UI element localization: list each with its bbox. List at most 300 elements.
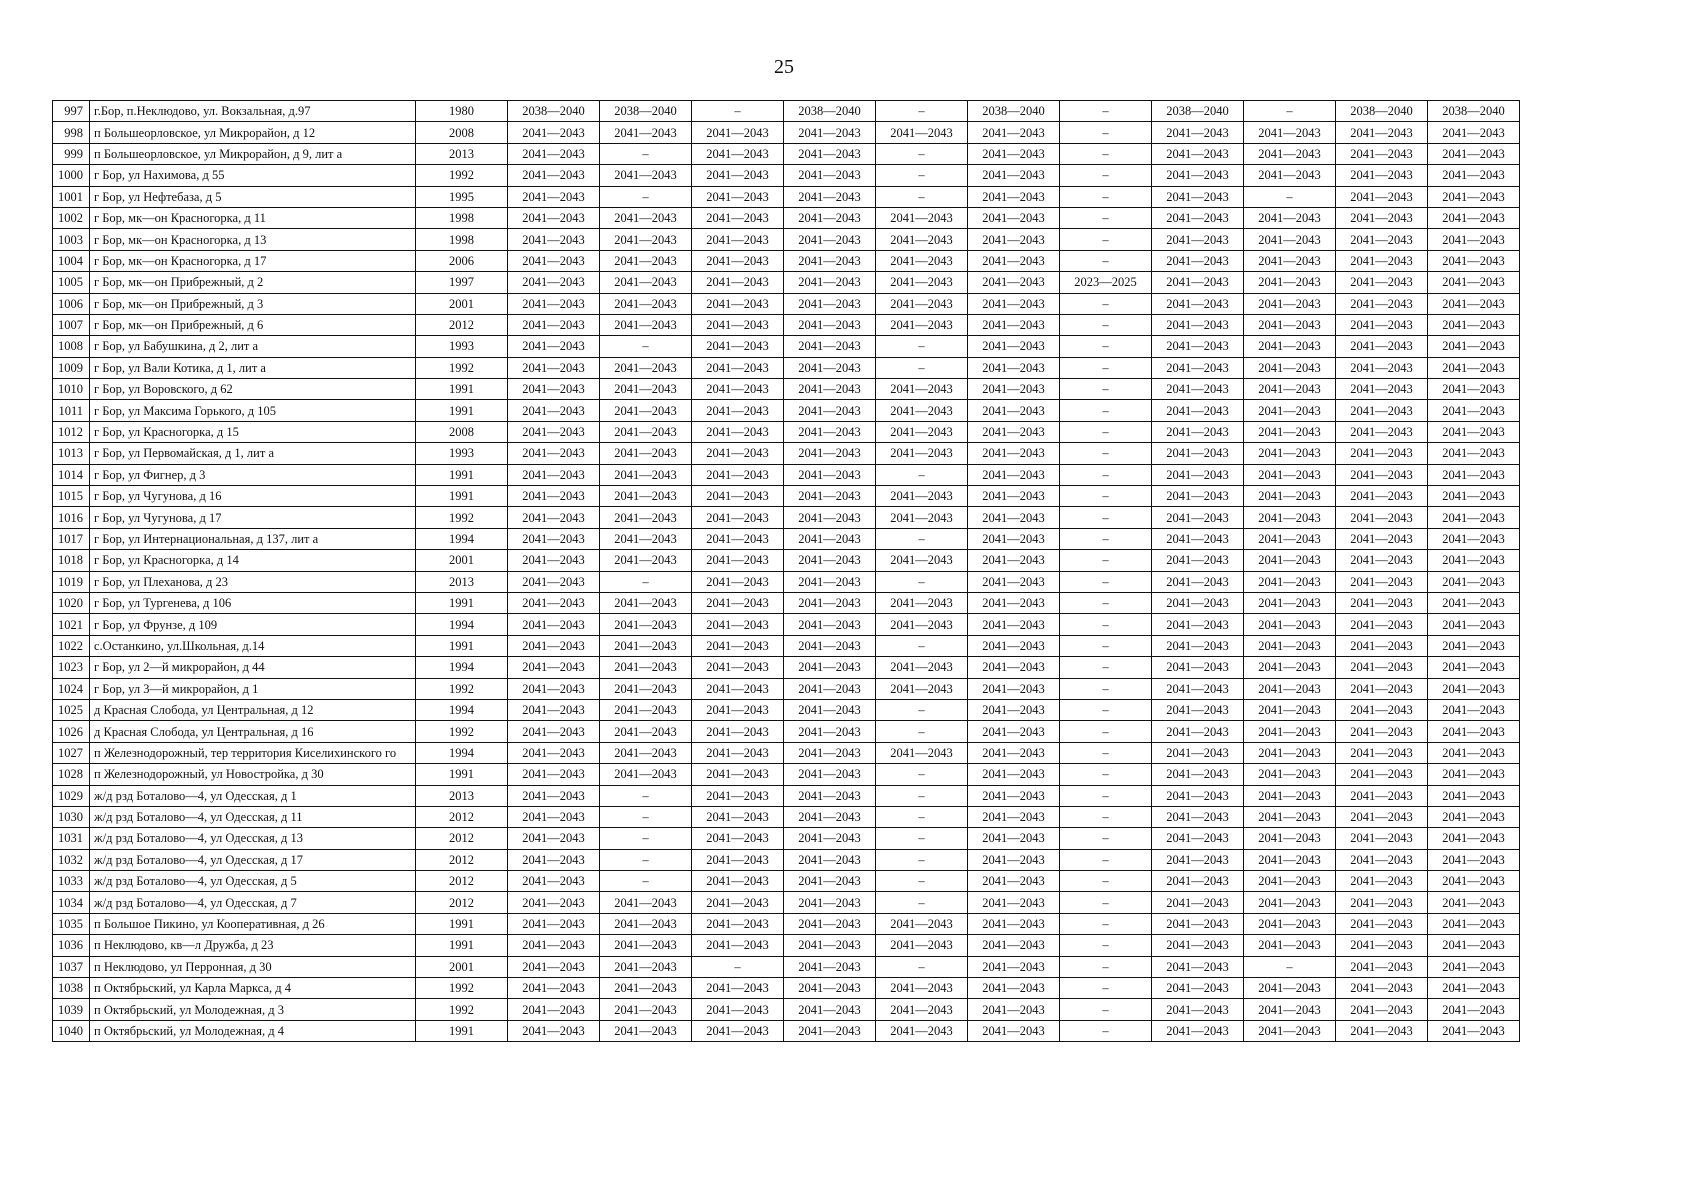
period-cell: 2041—2043 xyxy=(508,614,600,635)
period-cell: 2041—2043 xyxy=(692,293,784,314)
period-cell: 2041—2043 xyxy=(1152,978,1244,999)
period-cell: 2041—2043 xyxy=(600,165,692,186)
period-cell: 2041—2043 xyxy=(784,336,876,357)
address-cell: г Бор, ул Интернациональная, д 137, лит а xyxy=(90,528,416,549)
period-cell: – xyxy=(1060,207,1152,228)
period-cell: 2041—2043 xyxy=(1428,443,1520,464)
period-cell: – xyxy=(1060,165,1152,186)
period-cell: 2041—2043 xyxy=(508,785,600,806)
period-cell: 2041—2043 xyxy=(876,507,968,528)
period-cell: 2041—2043 xyxy=(692,186,784,207)
year-cell: 1995 xyxy=(416,186,508,207)
table-row xyxy=(53,721,1520,742)
period-cell: 2041—2043 xyxy=(968,721,1060,742)
table-body xyxy=(53,101,1520,1042)
period-cell: 2041—2043 xyxy=(508,678,600,699)
period-cell: 2041—2043 xyxy=(692,379,784,400)
row-number-cell: 1037 xyxy=(53,956,90,977)
address-cell: ж/д рзд Боталово—4, ул Одесская, д 5 xyxy=(90,871,416,892)
period-cell: 2041—2043 xyxy=(508,806,600,827)
period-cell: 2041—2043 xyxy=(1244,507,1336,528)
period-cell: 2041—2043 xyxy=(1336,935,1428,956)
period-cell: – xyxy=(876,699,968,720)
period-cell: 2041—2043 xyxy=(600,742,692,763)
period-cell: 2041—2043 xyxy=(876,999,968,1020)
period-cell: 2041—2043 xyxy=(508,165,600,186)
period-cell: 2041—2043 xyxy=(1336,721,1428,742)
row-number-cell: 1021 xyxy=(53,614,90,635)
period-cell: 2041—2043 xyxy=(1244,657,1336,678)
period-cell: 2041—2043 xyxy=(508,742,600,763)
period-cell: 2041—2043 xyxy=(600,699,692,720)
year-cell: 2012 xyxy=(416,806,508,827)
period-cell: 2041—2043 xyxy=(1428,935,1520,956)
period-cell: 2041—2043 xyxy=(1428,828,1520,849)
table-row xyxy=(53,657,1520,678)
period-cell: 2041—2043 xyxy=(876,913,968,934)
year-cell: 1980 xyxy=(416,101,508,122)
period-cell: 2041—2043 xyxy=(692,507,784,528)
row-number-cell: 1013 xyxy=(53,443,90,464)
period-cell: 2041—2043 xyxy=(692,550,784,571)
period-cell: – xyxy=(1060,913,1152,934)
period-cell: – xyxy=(1060,892,1152,913)
period-cell: 2038—2040 xyxy=(1336,101,1428,122)
period-cell: 2041—2043 xyxy=(1428,143,1520,164)
period-cell: 2041—2043 xyxy=(508,357,600,378)
period-cell: 2041—2043 xyxy=(1152,272,1244,293)
year-cell: 1993 xyxy=(416,443,508,464)
period-cell: 2041—2043 xyxy=(1336,742,1428,763)
table-row xyxy=(53,571,1520,592)
period-cell: 2041—2043 xyxy=(876,379,968,400)
period-cell: 2041—2043 xyxy=(784,935,876,956)
period-cell: 2041—2043 xyxy=(1152,186,1244,207)
table-row xyxy=(53,143,1520,164)
row-number-cell: 1016 xyxy=(53,507,90,528)
period-cell: 2041—2043 xyxy=(1428,913,1520,934)
period-cell: 2041—2043 xyxy=(1244,871,1336,892)
period-cell: – xyxy=(600,571,692,592)
period-cell: 2041—2043 xyxy=(784,849,876,870)
period-cell: 2041—2043 xyxy=(508,314,600,335)
address-cell: г Бор, мк—он Прибрежный, д 6 xyxy=(90,314,416,335)
period-cell: 2041—2043 xyxy=(784,207,876,228)
period-cell: 2041—2043 xyxy=(508,849,600,870)
period-cell: – xyxy=(1060,828,1152,849)
period-cell: 2041—2043 xyxy=(1152,892,1244,913)
row-number-cell: 1039 xyxy=(53,999,90,1020)
year-cell: 2012 xyxy=(416,314,508,335)
period-cell: 2041—2043 xyxy=(1428,635,1520,656)
period-cell: 2041—2043 xyxy=(784,892,876,913)
period-cell: 2041—2043 xyxy=(1428,806,1520,827)
period-cell: 2041—2043 xyxy=(784,764,876,785)
period-cell: 2041—2043 xyxy=(968,806,1060,827)
period-cell: 2041—2043 xyxy=(1428,207,1520,228)
period-cell: 2041—2043 xyxy=(968,764,1060,785)
period-cell: 2041—2043 xyxy=(784,528,876,549)
period-cell: 2041—2043 xyxy=(1428,250,1520,271)
table-row xyxy=(53,101,1520,122)
period-cell: – xyxy=(1060,400,1152,421)
period-cell: 2041—2043 xyxy=(1428,699,1520,720)
period-cell: 2041—2043 xyxy=(1428,978,1520,999)
address-cell: г.Бор, п.Неклюдово, ул. Вокзальная, д.97 xyxy=(90,101,416,122)
period-cell: 2041—2043 xyxy=(1244,443,1336,464)
period-cell: 2041—2043 xyxy=(692,978,784,999)
period-cell: 2041—2043 xyxy=(968,935,1060,956)
period-cell: 2041—2043 xyxy=(1244,379,1336,400)
year-cell: 1997 xyxy=(416,272,508,293)
row-number-cell: 1023 xyxy=(53,657,90,678)
period-cell: 2041—2043 xyxy=(692,806,784,827)
year-cell: 1991 xyxy=(416,1020,508,1041)
page-number: 25 xyxy=(774,56,794,78)
period-cell: – xyxy=(1244,186,1336,207)
period-cell: – xyxy=(1060,250,1152,271)
period-cell: 2041—2043 xyxy=(1244,592,1336,613)
row-number-cell: 1018 xyxy=(53,550,90,571)
period-cell: 2041—2043 xyxy=(508,721,600,742)
period-cell: – xyxy=(1060,806,1152,827)
address-cell: г Бор, ул Вали Котика, д 1, лит а xyxy=(90,357,416,378)
period-cell: 2041—2043 xyxy=(600,635,692,656)
table-row xyxy=(53,678,1520,699)
table-row xyxy=(53,486,1520,507)
year-cell: 2001 xyxy=(416,550,508,571)
table-row xyxy=(53,764,1520,785)
row-number-cell: 1007 xyxy=(53,314,90,335)
period-cell: 2041—2043 xyxy=(968,400,1060,421)
table-row xyxy=(53,400,1520,421)
period-cell: – xyxy=(600,828,692,849)
period-cell: – xyxy=(876,849,968,870)
period-cell: 2041—2043 xyxy=(1152,507,1244,528)
period-cell: 2041—2043 xyxy=(1336,357,1428,378)
period-cell: – xyxy=(692,956,784,977)
period-cell: 2041—2043 xyxy=(1428,849,1520,870)
table-row xyxy=(53,165,1520,186)
period-cell: 2041—2043 xyxy=(968,1020,1060,1041)
period-cell: 2041—2043 xyxy=(784,871,876,892)
period-cell: – xyxy=(1244,956,1336,977)
period-cell: – xyxy=(876,528,968,549)
row-number-cell: 1036 xyxy=(53,935,90,956)
table-row xyxy=(53,699,1520,720)
period-cell: 2041—2043 xyxy=(968,143,1060,164)
period-cell: 2041—2043 xyxy=(1244,336,1336,357)
period-cell: 2041—2043 xyxy=(1336,614,1428,635)
row-number-cell: 997 xyxy=(53,101,90,122)
period-cell: 2041—2043 xyxy=(508,143,600,164)
period-cell: 2041—2043 xyxy=(1152,165,1244,186)
address-cell: г Бор, мк—он Красногорка, д 11 xyxy=(90,207,416,228)
year-cell: 1994 xyxy=(416,614,508,635)
period-cell: 2041—2043 xyxy=(876,935,968,956)
period-cell: 2041—2043 xyxy=(692,678,784,699)
row-number-cell: 1009 xyxy=(53,357,90,378)
row-number-cell: 1010 xyxy=(53,379,90,400)
period-cell: – xyxy=(600,785,692,806)
period-cell: 2041—2043 xyxy=(784,571,876,592)
address-cell: г Бор, ул Красногорка, д 14 xyxy=(90,550,416,571)
period-cell: 2041—2043 xyxy=(876,486,968,507)
period-cell: 2041—2043 xyxy=(600,272,692,293)
period-cell: 2041—2043 xyxy=(1336,913,1428,934)
period-cell: 2041—2043 xyxy=(968,186,1060,207)
period-cell: 2041—2043 xyxy=(1152,871,1244,892)
period-cell: – xyxy=(1060,956,1152,977)
period-cell: 2041—2043 xyxy=(876,293,968,314)
period-cell: – xyxy=(876,143,968,164)
period-cell: 2041—2043 xyxy=(508,400,600,421)
period-cell: 2041—2043 xyxy=(1428,550,1520,571)
period-cell: 2041—2043 xyxy=(1336,871,1428,892)
table-row xyxy=(53,379,1520,400)
period-cell: 2041—2043 xyxy=(1428,186,1520,207)
address-cell: г Бор, ул Воровского, д 62 xyxy=(90,379,416,400)
period-cell: 2041—2043 xyxy=(784,913,876,934)
period-cell: 2041—2043 xyxy=(1428,614,1520,635)
period-cell: 2041—2043 xyxy=(784,250,876,271)
address-cell: г Бор, ул Фигнер, д 3 xyxy=(90,464,416,485)
period-cell: 2041—2043 xyxy=(1336,849,1428,870)
period-cell: 2041—2043 xyxy=(968,464,1060,485)
period-cell: 2041—2043 xyxy=(1428,336,1520,357)
row-number-cell: 1034 xyxy=(53,892,90,913)
table-row xyxy=(53,1020,1520,1041)
table-row xyxy=(53,999,1520,1020)
year-cell: 1991 xyxy=(416,486,508,507)
period-cell: 2041—2043 xyxy=(508,828,600,849)
period-cell: – xyxy=(1060,528,1152,549)
year-cell: 1991 xyxy=(416,913,508,934)
period-cell: 2041—2043 xyxy=(692,421,784,442)
period-cell: – xyxy=(1060,785,1152,806)
period-cell: 2041—2043 xyxy=(876,678,968,699)
period-cell: 2041—2043 xyxy=(968,871,1060,892)
period-cell: 2041—2043 xyxy=(968,379,1060,400)
period-cell: 2041—2043 xyxy=(1428,956,1520,977)
address-cell: г Бор, ул 2—й микрорайон, д 44 xyxy=(90,657,416,678)
year-cell: 2013 xyxy=(416,143,508,164)
period-cell: 2041—2043 xyxy=(600,122,692,143)
period-cell: 2041—2043 xyxy=(692,742,784,763)
period-cell: 2041—2043 xyxy=(1336,122,1428,143)
year-cell: 2006 xyxy=(416,250,508,271)
period-cell: 2041—2043 xyxy=(876,978,968,999)
period-cell: 2041—2043 xyxy=(692,400,784,421)
period-cell: 2041—2043 xyxy=(692,357,784,378)
period-cell: 2041—2043 xyxy=(1336,421,1428,442)
row-number-cell: 1022 xyxy=(53,635,90,656)
year-cell: 1994 xyxy=(416,742,508,763)
period-cell: 2041—2043 xyxy=(876,592,968,613)
period-cell: 2041—2043 xyxy=(508,207,600,228)
period-cell: 2041—2043 xyxy=(1336,1020,1428,1041)
year-cell: 1998 xyxy=(416,207,508,228)
period-cell: – xyxy=(1060,443,1152,464)
year-cell: 1994 xyxy=(416,657,508,678)
period-cell: 2041—2043 xyxy=(692,828,784,849)
row-number-cell: 1028 xyxy=(53,764,90,785)
period-cell: – xyxy=(600,143,692,164)
address-cell: п Железнодорожный, тер территория Киселихинского го xyxy=(90,742,416,763)
row-number-cell: 1035 xyxy=(53,913,90,934)
table-row xyxy=(53,871,1520,892)
period-cell: 2041—2043 xyxy=(1244,528,1336,549)
period-cell: 2041—2043 xyxy=(600,400,692,421)
period-cell: 2041—2043 xyxy=(1336,443,1428,464)
row-number-cell: 1024 xyxy=(53,678,90,699)
period-cell: 2041—2043 xyxy=(1244,122,1336,143)
period-cell: 2041—2043 xyxy=(692,314,784,335)
period-cell: 2041—2043 xyxy=(968,828,1060,849)
period-cell: – xyxy=(876,101,968,122)
table-row xyxy=(53,464,1520,485)
period-cell: 2041—2043 xyxy=(508,486,600,507)
period-cell: 2041—2043 xyxy=(1336,635,1428,656)
period-cell: – xyxy=(1060,1020,1152,1041)
period-cell: 2041—2043 xyxy=(600,935,692,956)
year-cell: 1992 xyxy=(416,357,508,378)
address-cell: ж/д рзд Боталово—4, ул Одесская, д 1 xyxy=(90,785,416,806)
address-cell: г Бор, мк—он Прибрежный, д 3 xyxy=(90,293,416,314)
period-cell: 2041—2043 xyxy=(600,678,692,699)
period-cell: 2041—2043 xyxy=(1152,742,1244,763)
period-cell: 2038—2040 xyxy=(968,101,1060,122)
period-cell: 2041—2043 xyxy=(1244,293,1336,314)
period-cell: – xyxy=(1060,486,1152,507)
period-cell: 2041—2043 xyxy=(784,165,876,186)
year-cell: 1992 xyxy=(416,978,508,999)
address-cell: г Бор, мк—он Красногорка, д 17 xyxy=(90,250,416,271)
period-cell: 2041—2043 xyxy=(1336,486,1428,507)
table-row xyxy=(53,336,1520,357)
year-cell: 1992 xyxy=(416,678,508,699)
period-cell: 2041—2043 xyxy=(692,1020,784,1041)
period-cell: 2038—2040 xyxy=(1152,101,1244,122)
period-cell: 2041—2043 xyxy=(1244,806,1336,827)
address-cell: г Бор, ул Нефтебаза, д 5 xyxy=(90,186,416,207)
period-cell: 2041—2043 xyxy=(968,592,1060,613)
period-cell: 2041—2043 xyxy=(968,635,1060,656)
period-cell: – xyxy=(1060,614,1152,635)
period-cell: 2041—2043 xyxy=(876,229,968,250)
period-cell: 2041—2043 xyxy=(692,143,784,164)
period-cell: 2041—2043 xyxy=(1336,592,1428,613)
period-cell: 2041—2043 xyxy=(784,464,876,485)
housing-table xyxy=(52,100,1520,1042)
period-cell: 2041—2043 xyxy=(1336,229,1428,250)
period-cell: 2041—2043 xyxy=(784,421,876,442)
period-cell: 2041—2043 xyxy=(600,999,692,1020)
period-cell: – xyxy=(1060,935,1152,956)
period-cell: 2041—2043 xyxy=(1244,314,1336,335)
year-cell: 2008 xyxy=(416,122,508,143)
period-cell: 2041—2043 xyxy=(784,678,876,699)
period-cell: 2041—2043 xyxy=(1152,999,1244,1020)
period-cell: 2041—2043 xyxy=(508,122,600,143)
period-cell: 2041—2043 xyxy=(784,229,876,250)
period-cell: 2041—2043 xyxy=(784,999,876,1020)
period-cell: 2041—2043 xyxy=(968,978,1060,999)
period-cell: 2041—2043 xyxy=(876,550,968,571)
period-cell: 2041—2043 xyxy=(968,421,1060,442)
period-cell: 2041—2043 xyxy=(508,657,600,678)
period-cell: 2041—2043 xyxy=(508,336,600,357)
period-cell: 2041—2043 xyxy=(508,935,600,956)
period-cell: 2041—2043 xyxy=(876,421,968,442)
period-cell: – xyxy=(1060,314,1152,335)
period-cell: 2038—2040 xyxy=(508,101,600,122)
period-cell: 2041—2043 xyxy=(508,1020,600,1041)
period-cell: – xyxy=(1060,571,1152,592)
table-row xyxy=(53,507,1520,528)
period-cell: 2038—2040 xyxy=(784,101,876,122)
period-cell: 2041—2043 xyxy=(600,657,692,678)
period-cell: 2041—2043 xyxy=(508,999,600,1020)
period-cell: 2041—2043 xyxy=(600,357,692,378)
period-cell: 2038—2040 xyxy=(600,101,692,122)
period-cell: 2041—2043 xyxy=(1336,785,1428,806)
table-row xyxy=(53,828,1520,849)
period-cell: 2041—2043 xyxy=(968,785,1060,806)
row-number-cell: 1000 xyxy=(53,165,90,186)
period-cell: 2041—2043 xyxy=(784,400,876,421)
year-cell: 2012 xyxy=(416,828,508,849)
address-cell: г Бор, ул Бабушкина, д 2, лит а xyxy=(90,336,416,357)
period-cell: 2041—2043 xyxy=(1336,400,1428,421)
period-cell: – xyxy=(1060,143,1152,164)
period-cell: 2041—2043 xyxy=(1336,293,1428,314)
period-cell: 2041—2043 xyxy=(1336,314,1428,335)
period-cell: – xyxy=(1060,699,1152,720)
year-cell: 2001 xyxy=(416,293,508,314)
period-cell: 2041—2043 xyxy=(508,635,600,656)
address-cell: с.Останкино, ул.Школьная, д.14 xyxy=(90,635,416,656)
row-number-cell: 1011 xyxy=(53,400,90,421)
period-cell: 2041—2043 xyxy=(692,699,784,720)
year-cell: 2013 xyxy=(416,571,508,592)
address-cell: п Неклюдово, кв—л Дружба, д 23 xyxy=(90,935,416,956)
period-cell: 2041—2043 xyxy=(692,272,784,293)
period-cell: 2041—2043 xyxy=(508,571,600,592)
period-cell: 2041—2043 xyxy=(508,186,600,207)
period-cell: – xyxy=(876,186,968,207)
period-cell: 2041—2043 xyxy=(1152,785,1244,806)
period-cell: 2041—2043 xyxy=(600,314,692,335)
period-cell: 2041—2043 xyxy=(600,978,692,999)
period-cell: 2041—2043 xyxy=(876,742,968,763)
period-cell: 2041—2043 xyxy=(600,464,692,485)
period-cell: 2041—2043 xyxy=(1428,764,1520,785)
period-cell: 2041—2043 xyxy=(692,721,784,742)
period-cell: 2041—2043 xyxy=(968,699,1060,720)
period-cell: 2041—2043 xyxy=(600,614,692,635)
table-row xyxy=(53,314,1520,335)
table-row xyxy=(53,229,1520,250)
period-cell: 2041—2043 xyxy=(784,635,876,656)
period-cell: 2041—2043 xyxy=(784,1020,876,1041)
row-number-cell: 1006 xyxy=(53,293,90,314)
period-cell: 2041—2043 xyxy=(784,507,876,528)
table-row xyxy=(53,250,1520,271)
period-cell: 2041—2043 xyxy=(1152,464,1244,485)
period-cell: 2041—2043 xyxy=(1152,764,1244,785)
period-cell: 2041—2043 xyxy=(1244,464,1336,485)
